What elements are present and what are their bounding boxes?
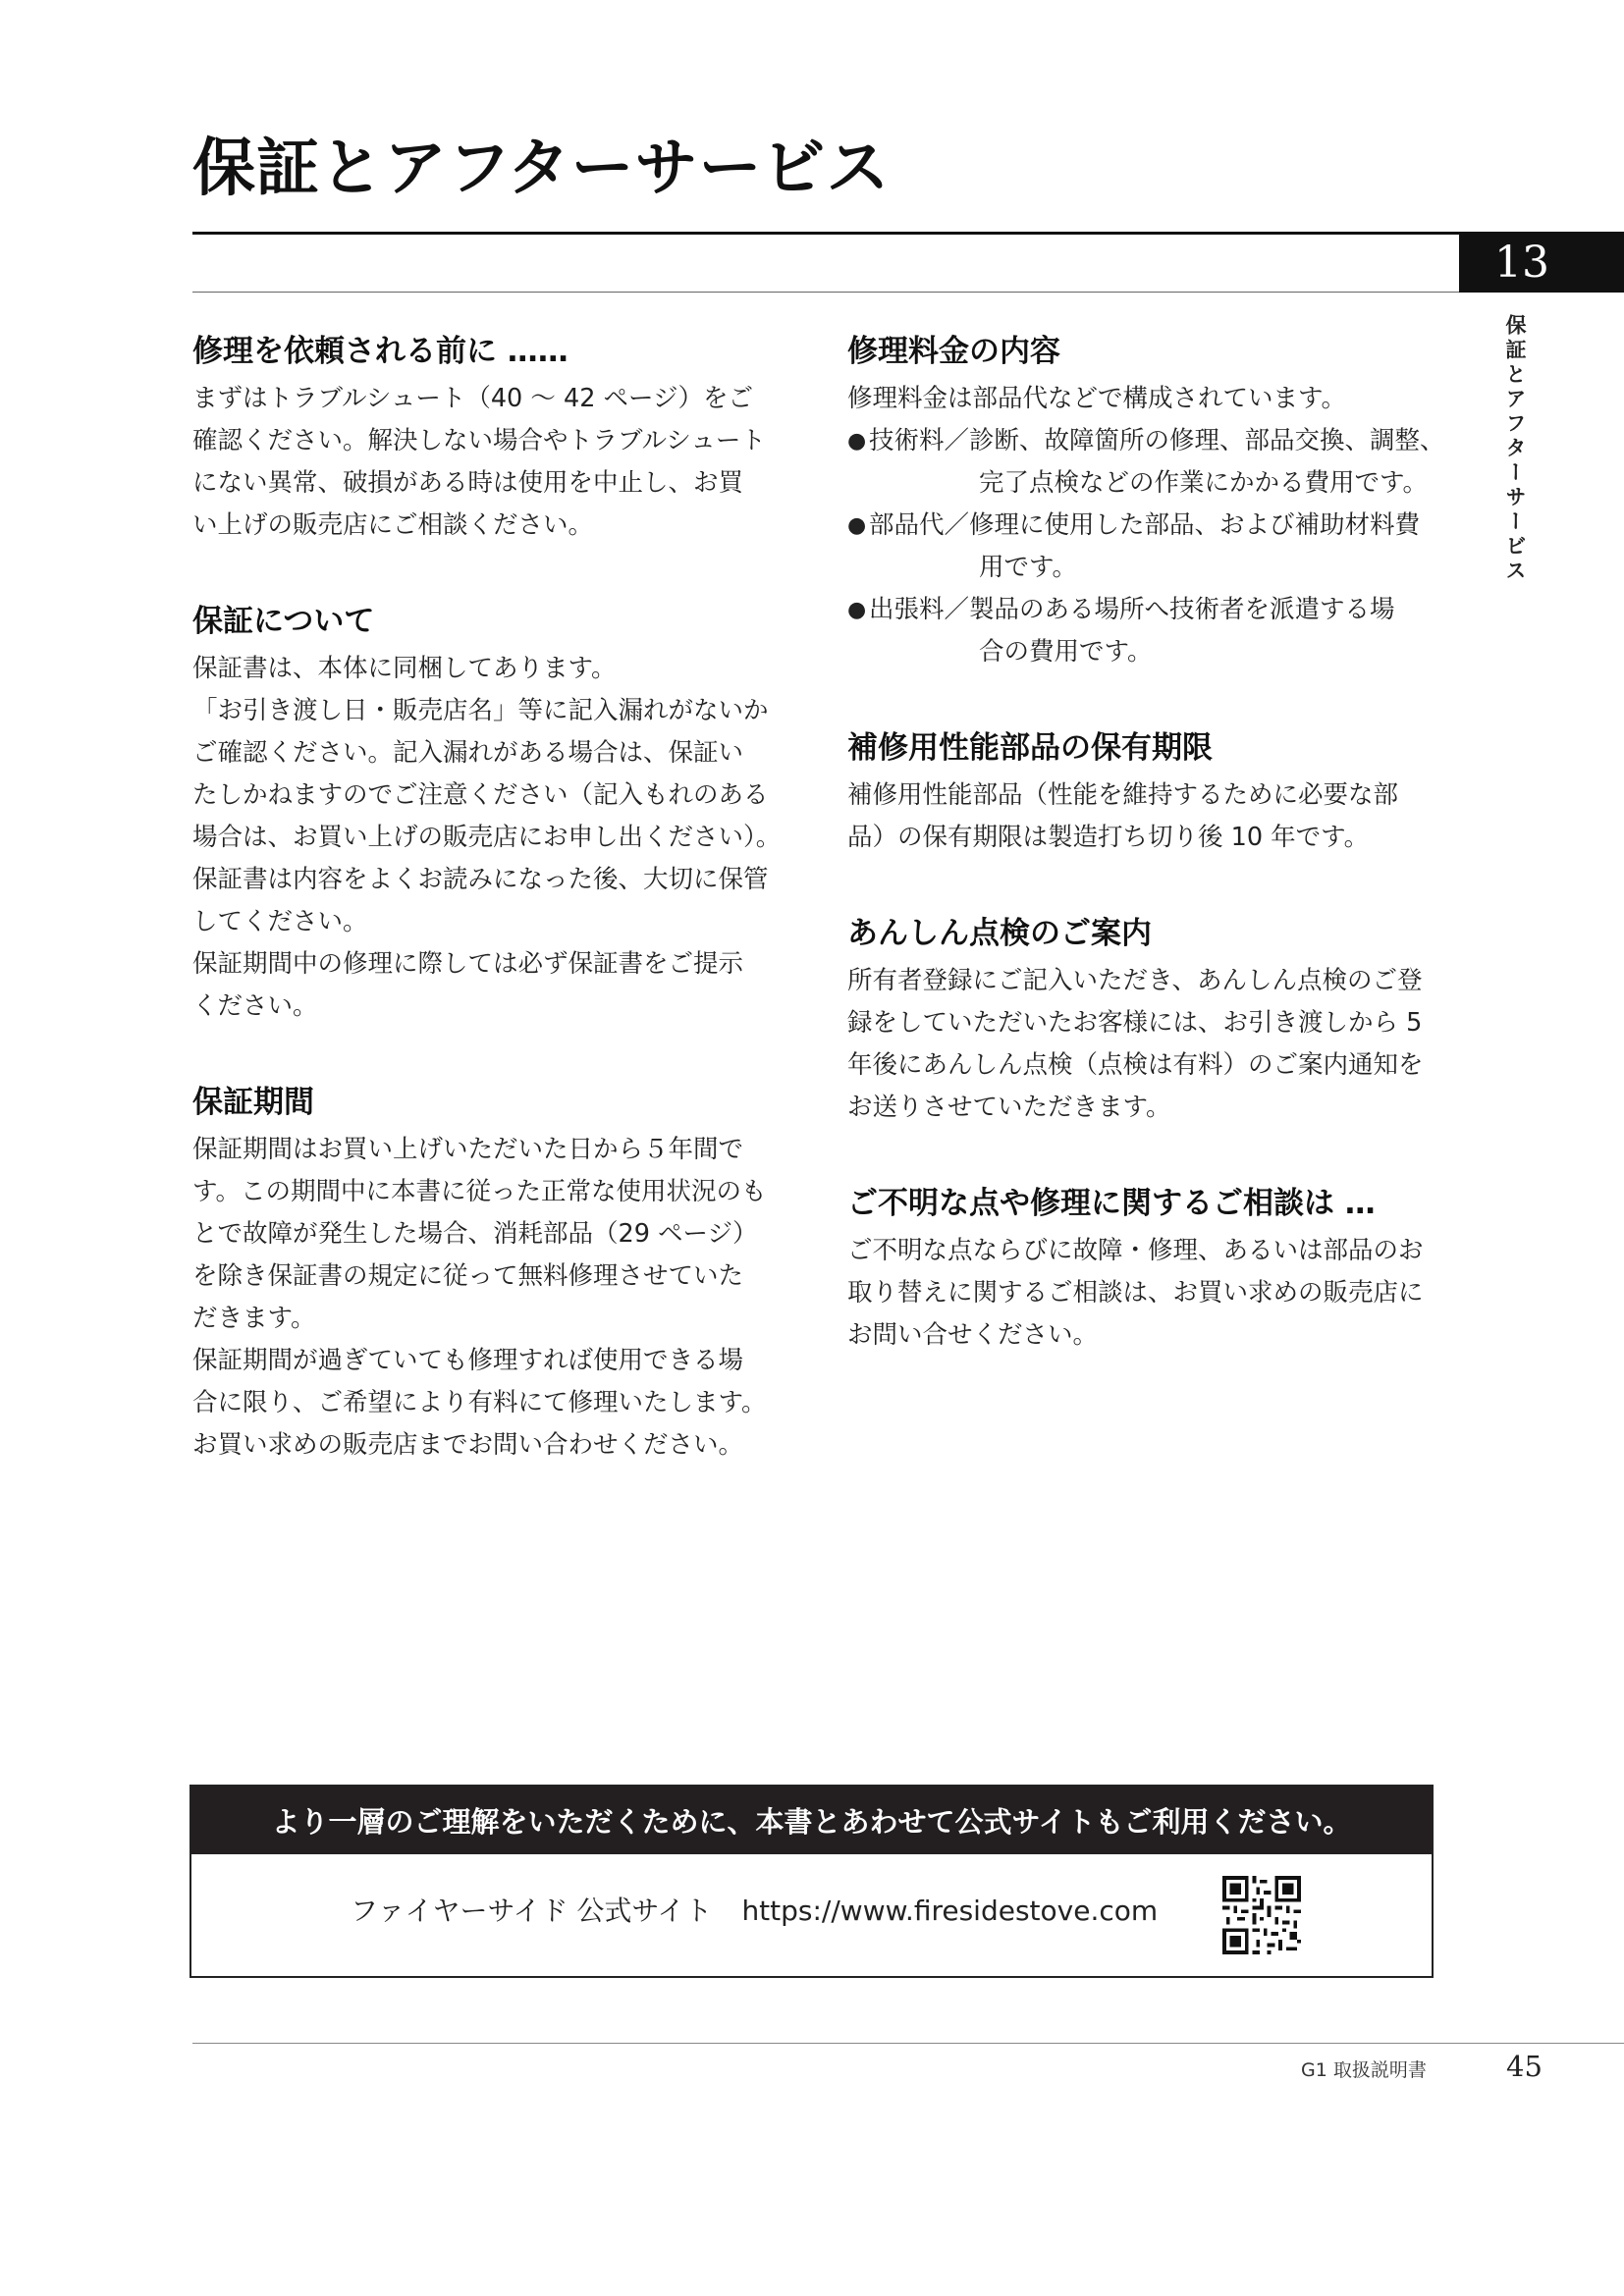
chapter-rule	[192, 292, 1459, 293]
body-line: たしかねますのでご注意ください（記入もれのある	[192, 780, 769, 810]
body-line: にない異常、破損がある時は使用を中止し、お買	[192, 468, 744, 498]
body-line: 合に限り、ご希望により有料にて修理いたします。	[192, 1388, 767, 1417]
section-warranty-period	[192, 1077, 791, 1467]
site-name: ファイヤーサイド 公式サイト	[351, 1895, 713, 1927]
body-line: す。この期間中に本書に従った正常な使用状況のも	[192, 1177, 767, 1206]
side-index-tab: 保証とアフターサービス	[1503, 314, 1527, 584]
body-line: 録をしていただいたお客様には、お引き渡しから 5	[847, 1008, 1423, 1038]
body-line: 確認ください。解決しない場合やトラブルシュート	[192, 426, 766, 455]
bullet-line: 合の費用です。	[979, 637, 1153, 667]
body-line: 品）の保有期限は製造打ち切り後 10 年です。	[847, 823, 1370, 852]
section-repair-fees	[847, 326, 1446, 673]
body-line: 保証期間はお買い上げいただいた日から５年間で	[192, 1135, 744, 1164]
footer-document-label: G1 取扱説明書	[1301, 2059, 1427, 2081]
official-site-banner	[189, 1785, 1434, 1978]
banner-body	[191, 1854, 1432, 1976]
left-column	[192, 326, 791, 1516]
site-url-link[interactable]: https://www.firesidestove.com	[741, 1895, 1159, 1927]
bullet-line: 部品代／修理に使用した部品、および補助材料費	[869, 510, 1421, 540]
body-line: 所有者登録にご記入いただき、あんしん点検のご登	[847, 966, 1423, 995]
body-line: 保証書は内容をよくお読みになった後、大切に保管	[192, 865, 769, 894]
body-line: 「お引き渡し日・販売店名」等に記入漏れがないか	[192, 696, 769, 725]
section-title: 修理料金の内容	[847, 334, 1060, 369]
body-line: とで故障が発生した場合、消耗部品（29 ページ）	[192, 1219, 758, 1249]
footer-rule	[192, 2043, 1624, 2044]
body-line: を除き保証書の規定に従って無料修理させていた	[192, 1261, 744, 1291]
body-line: お買い求めの販売店までお問い合わせください。	[192, 1430, 744, 1460]
section-title: 補修用性能部品の保有期限	[847, 730, 1213, 766]
section-warranty	[192, 596, 791, 1028]
banner-heading: より一層のご理解をいただくために、本書とあわせて公式サイトもご利用ください。	[191, 1787, 1432, 1854]
bullet-line: 出張料／製品のある場所へ技術者を派遣する場	[869, 595, 1395, 624]
fee-bullet-travel	[847, 589, 1446, 673]
title-rule	[192, 232, 1624, 235]
section-title: 保証について	[192, 604, 375, 639]
body-line: 補修用性能部品（性能を維持するために必要な部	[847, 780, 1399, 810]
body-line: だきます。	[192, 1304, 316, 1333]
body-line: 保証期間中の修理に際しては必ず保証書をご提示	[192, 949, 744, 979]
bullet-line: 用です。	[979, 553, 1077, 582]
section-title: ご不明な点や修理に関するご相談は …	[847, 1186, 1376, 1221]
page-title: 保証とアフターサービス	[192, 132, 891, 205]
body-line: してください。	[192, 907, 368, 936]
body-line: 年後にあんしん点検（点検は有料）のご案内通知を	[847, 1050, 1424, 1080]
section-inspection	[847, 908, 1446, 1129]
chapter-number: 13	[1494, 237, 1549, 288]
fee-bullet-parts	[847, 505, 1446, 589]
page-number: 45	[1506, 2050, 1543, 2083]
body-line: 保証書は、本体に同梱してあります。	[192, 654, 617, 683]
body-line: お問い合せください。	[847, 1320, 1099, 1350]
section-title: あんしん点検のご案内	[847, 916, 1152, 951]
banner-site-line	[351, 1890, 1158, 1929]
body-line: ご不明な点ならびに故障・修理、あるいは部品のお	[847, 1236, 1424, 1265]
body-line: い上げの販売店にご相談ください。	[192, 510, 594, 540]
qr-code-icon[interactable]	[1222, 1876, 1301, 1954]
section-inquiries	[847, 1178, 1446, 1357]
body-line: お送りさせていただきます。	[847, 1093, 1171, 1122]
right-column	[847, 326, 1446, 1406]
bullet-dot-icon: ●	[847, 598, 867, 622]
body-line: 修理料金は部品代などで構成されています。	[847, 384, 1346, 413]
bullet-line: 技術料／診断、故障箇所の修理、部品交換、調整、	[869, 426, 1445, 455]
fee-bullet-labor	[847, 420, 1446, 505]
body-line: 場合は、お買い上げの販売店にお申し出ください）。	[192, 823, 782, 852]
body-line: ください。	[192, 991, 318, 1021]
body-line: 保証期間が過ぎていても修理すれば使用できる場	[192, 1346, 744, 1375]
section-title: 修理を依頼される前に ……	[192, 334, 568, 369]
section-before-repair	[192, 326, 791, 547]
body-line: まずはトラブルシュート（40 ～ 42 ページ）をご	[192, 384, 754, 413]
bullet-dot-icon: ●	[847, 429, 867, 454]
section-parts-retention	[847, 722, 1446, 859]
section-title: 保証期間	[192, 1085, 314, 1120]
chapter-number-tab	[1459, 232, 1624, 293]
bullet-dot-icon: ●	[847, 513, 867, 538]
body-line: 取り替えに関するご相談は、お買い求めの販売店に	[847, 1278, 1424, 1308]
body-line: ご確認ください。記入漏れがある場合は、保証い	[192, 738, 744, 768]
bullet-line: 完了点検などの作業にかかる費用です。	[979, 468, 1428, 498]
